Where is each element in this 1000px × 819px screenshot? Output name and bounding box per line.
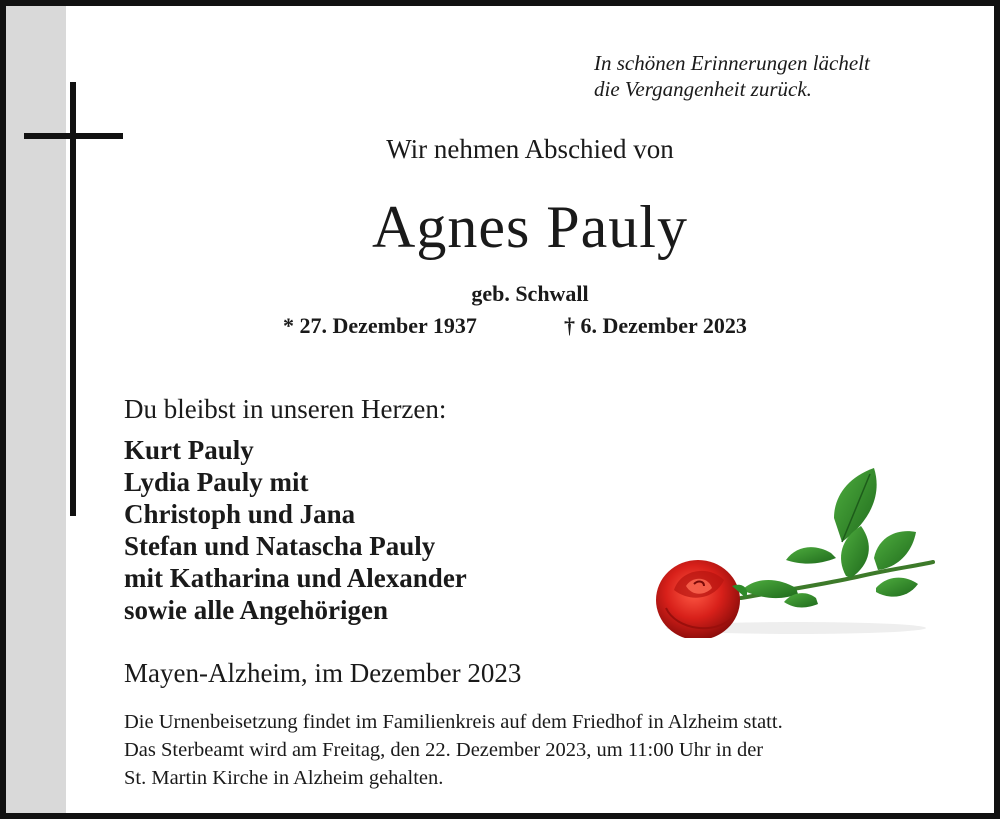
place-and-date: Mayen-Alzheim, im Dezember 2023: [124, 658, 522, 688]
side-band: [6, 6, 66, 813]
funeral-notice: [124, 708, 783, 792]
notice-line: Die Urnenbeisetzung findet im Familienkreis auf dem Friedhof in Alzheim statt.: [124, 711, 783, 733]
mourner: Kurt Pauly: [124, 435, 254, 465]
intro-text: Wir nehmen Abschied von: [386, 134, 674, 164]
mourner: Christoph und Jana: [124, 499, 356, 529]
motto: [594, 50, 994, 102]
birth-date: * 27. Dezember 1937: [283, 313, 477, 338]
rose-icon: [646, 458, 936, 638]
mourner: Lydia Pauly mit: [124, 467, 309, 497]
deceased-name: Agnes Pauly: [372, 194, 688, 260]
mourner: mit Katharina und Alexander: [124, 563, 467, 593]
motto-line: In schönen Erinnerungen lächelt: [594, 51, 870, 75]
mourner: Stefan und Natascha Pauly: [124, 531, 436, 561]
farewell-text: Du bleibst in unseren Herzen:: [124, 394, 447, 424]
mourners-list: [124, 434, 467, 626]
motto-line: die Vergangenheit zurück.: [594, 77, 812, 101]
mourner: sowie alle Angehörigen: [124, 595, 388, 625]
notice-line: Das Sterbeamt wird am Freitag, den 22. Dezember 2023, um 11:00 Uhr in der: [124, 739, 764, 761]
notice-line: St. Martin Kirche in Alzheim gehalten.: [124, 767, 444, 789]
maiden-name: geb. Schwall: [471, 281, 589, 306]
death-date: † 6. Dezember 2023: [564, 313, 747, 338]
